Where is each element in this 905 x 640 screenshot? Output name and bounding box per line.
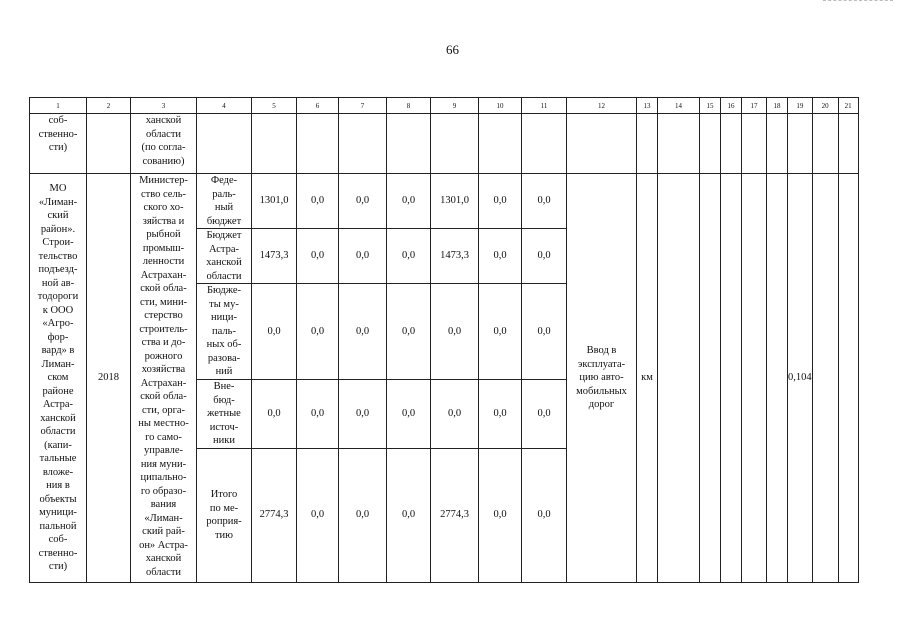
amount-cell: 1301,0 [431, 174, 479, 229]
empty-cell [252, 114, 297, 174]
amount-cell: 0,0 [522, 380, 567, 449]
program-table-container [29, 97, 859, 583]
amount-cell: 0,0 [522, 284, 567, 380]
empty-cell [387, 114, 431, 174]
amount-cell: 0,0 [339, 174, 387, 229]
amount-cell: 0,0 [339, 380, 387, 449]
header-cell: 18 [767, 98, 788, 114]
header-row [30, 98, 859, 114]
empty-cell [700, 174, 721, 583]
funding-row-federal [30, 174, 859, 229]
amount-cell: 0,0 [387, 284, 431, 380]
empty-cell [742, 114, 767, 174]
amount-cell: 0,0 [387, 380, 431, 449]
header-cell: 5 [252, 98, 297, 114]
header-cell: 9 [431, 98, 479, 114]
empty-cell [721, 174, 742, 583]
header-cell: 12 [567, 98, 637, 114]
empty-cell [812, 114, 838, 174]
header-cell: 20 [812, 98, 838, 114]
header-cell: 17 [742, 98, 767, 114]
header-cell: 10 [479, 98, 522, 114]
header-cell: 15 [700, 98, 721, 114]
empty-cell [658, 174, 700, 583]
amount-cell: 1301,0 [252, 174, 297, 229]
amount-cell: 0,0 [387, 229, 431, 284]
amount-cell: 0,0 [479, 284, 522, 380]
amount-cell: 0,0 [522, 229, 567, 284]
amount-cell: 0,0 [522, 174, 567, 229]
amount-cell: 0,0 [431, 284, 479, 380]
header-cell: 14 [658, 98, 700, 114]
empty-cell [197, 114, 252, 174]
continuation-executor-cell: ханской области (по согла- сованию) [131, 114, 197, 174]
result-indicator-cell: Ввод в эксплуата- цию авто- мобильных дорог [567, 174, 637, 583]
amount-cell: 0,0 [297, 380, 339, 449]
empty-cell [567, 114, 637, 174]
header-cell: 4 [197, 98, 252, 114]
header-cell: 8 [387, 98, 431, 114]
header-cell: 3 [131, 98, 197, 114]
amount-cell: 0,0 [522, 448, 567, 582]
funding-source-cell: Бюджет Астра- ханской области [197, 229, 252, 284]
empty-cell [838, 174, 858, 583]
amount-cell: 0,0 [252, 380, 297, 449]
amount-cell: 0,0 [387, 174, 431, 229]
amount-cell: 0,0 [387, 448, 431, 582]
empty-cell [838, 114, 858, 174]
header-cell: 7 [339, 98, 387, 114]
funding-source-cell: Бюдже- ты му- ници- паль- ных об- разова- ний [197, 284, 252, 380]
empty-cell [339, 114, 387, 174]
amount-cell: 0,0 [297, 448, 339, 582]
amount-cell: 0,0 [297, 284, 339, 380]
indicator-value-cell: 0,104 [788, 174, 813, 583]
amount-cell: 0,0 [479, 448, 522, 582]
amount-cell: 0,0 [339, 229, 387, 284]
empty-cell [767, 114, 788, 174]
continuation-name-cell: соб- ственно- сти) [30, 114, 87, 174]
header-cell: 1 [30, 98, 87, 114]
page-number: 66 [446, 42, 459, 57]
amount-cell: 1473,3 [252, 229, 297, 284]
header-cell: 11 [522, 98, 567, 114]
amount-cell: 2774,3 [252, 448, 297, 582]
empty-cell [297, 114, 339, 174]
scan-artifact-line [823, 0, 893, 2]
amount-cell: 0,0 [297, 174, 339, 229]
amount-cell: 0,0 [479, 229, 522, 284]
header-cell: 6 [297, 98, 339, 114]
project-name-cell: МО «Лиман- ский район». Строи- тельство подъезд- ной ав- тодороги к ООО «Агро- фор- вард» в Лиман- ском районе Астра- ханской области (капи- тальные вложе- ния в объекты муници- пальной соб- ственно- сти) [30, 174, 87, 583]
empty-cell [522, 114, 567, 174]
project-year-cell: 2018 [87, 174, 131, 583]
amount-cell: 2774,3 [431, 448, 479, 582]
funding-source-cell: Итого по ме- роприя- тию [197, 448, 252, 582]
header-cell: 19 [788, 98, 813, 114]
continuation-row [30, 114, 859, 174]
header-cell: 13 [637, 98, 658, 114]
amount-cell: 0,0 [479, 174, 522, 229]
program-table [29, 97, 859, 583]
empty-cell [788, 114, 813, 174]
header-cell: 2 [87, 98, 131, 114]
amount-cell: 0,0 [431, 380, 479, 449]
amount-cell: 0,0 [252, 284, 297, 380]
empty-cell [431, 114, 479, 174]
empty-cell [658, 114, 700, 174]
amount-cell: 0,0 [479, 380, 522, 449]
funding-source-cell: Феде- раль- ный бюджет [197, 174, 252, 229]
empty-cell [637, 114, 658, 174]
empty-cell [87, 114, 131, 174]
empty-cell [700, 114, 721, 174]
empty-cell [721, 114, 742, 174]
amount-cell: 0,0 [339, 284, 387, 380]
amount-cell: 0,0 [297, 229, 339, 284]
empty-cell [479, 114, 522, 174]
amount-cell: 1473,3 [431, 229, 479, 284]
empty-cell [812, 174, 838, 583]
empty-cell [742, 174, 767, 583]
empty-cell [767, 174, 788, 583]
header-cell: 21 [838, 98, 858, 114]
project-executors-cell: Министер- ство сель- ского хо- зяйства и рыбной промыш- ленности Астрахан- ской обла- сти, мини- стерство строитель- ства и до- рожного хозяйства Астрахан- ской обла- сти, орга- ны местно- го само- управле- ния муни- ципально- го образо- вания «Лиман- ский рай- он» Астра- ханской области [131, 174, 197, 583]
amount-cell: 0,0 [339, 448, 387, 582]
funding-source-cell: Вне- бюд- жетные источ- ники [197, 380, 252, 449]
unit-cell: км [637, 174, 658, 583]
header-cell: 16 [721, 98, 742, 114]
